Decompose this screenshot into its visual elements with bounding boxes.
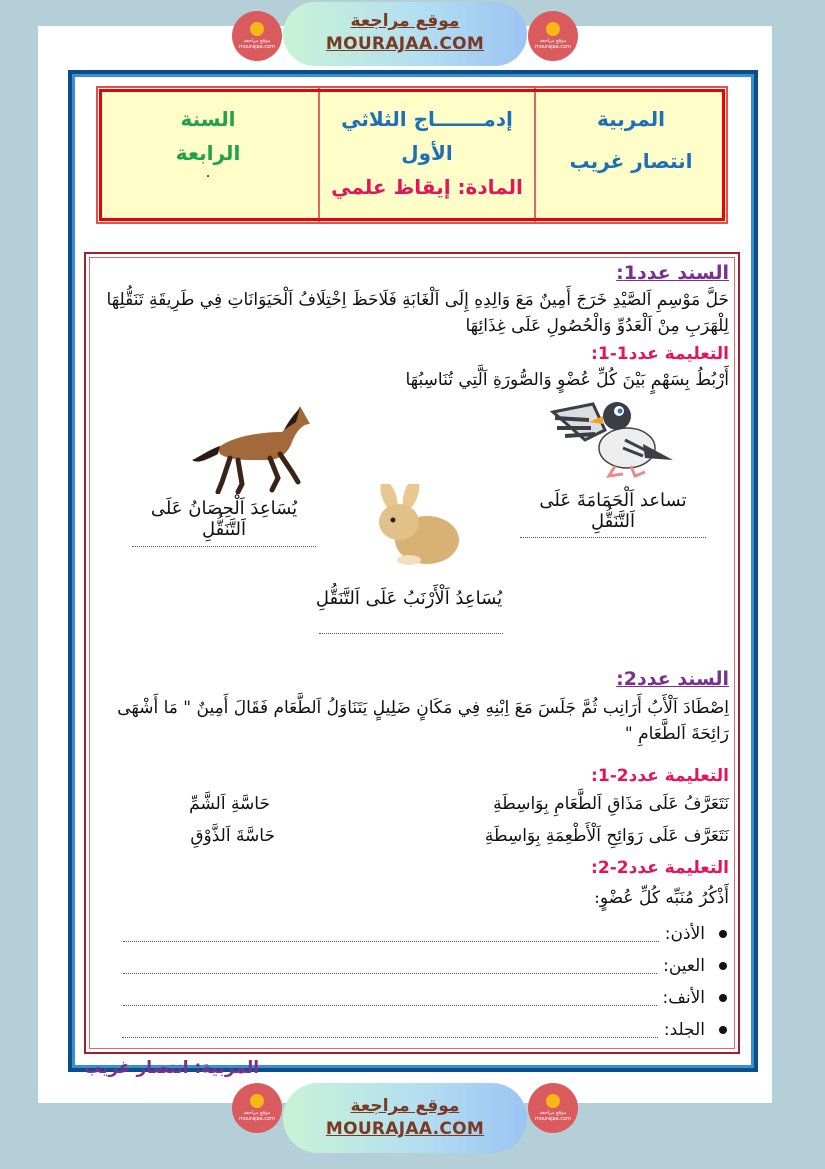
grade-label: السنة — [180, 107, 236, 131]
grade-cell: السنة الرابعة . — [98, 88, 318, 222]
bullet-icon — [719, 1026, 727, 1034]
organ-row-ear — [123, 922, 727, 946]
exam-term: الأول — [401, 141, 453, 165]
grade-value: الرابعة — [175, 141, 241, 165]
teacher-cell — [536, 88, 726, 222]
answer-line[interactable] — [123, 991, 657, 1006]
horse-answer-line[interactable] — [132, 546, 316, 547]
instruction-2-1-title: التعليمة عدد2-1: — [591, 766, 729, 786]
instruction-1-1-title: التعليمة عدد1-1: — [591, 344, 729, 364]
answer-line[interactable] — [123, 927, 659, 942]
teacher-label: المربية — [596, 107, 666, 131]
section2-title: السند عدد2: — [616, 668, 729, 690]
site-logo-bottom-right[interactable]: موقع مراجعة mourajaa.com — [528, 1083, 578, 1133]
site-badge-bottom[interactable]: موقع مراجعة MOURAJAA.COM — [283, 1083, 527, 1153]
rabbit-answer-line[interactable] — [319, 633, 503, 634]
title-cell — [318, 88, 536, 222]
organ-label: الأنف: — [662, 988, 705, 1008]
answer-line[interactable] — [123, 959, 657, 974]
instruction-2-2-text: أَذْكُرُ مُنَبِّه كُلِّ عُضْوٍ: — [594, 888, 729, 908]
match-right-1: حَاسَّةِ اَلشَّمِّ — [189, 794, 270, 814]
subject-label: المادة: — [457, 175, 523, 199]
bullet-icon — [719, 962, 727, 970]
header-table — [96, 86, 728, 224]
section1-text-line2: لِلْهَرَبِ مِنْ اَلْعَدُوِّ وَالْحُصُولِ عَلَى غِذَائِهَا — [465, 316, 729, 336]
section1-title: السند عدد1: — [616, 262, 729, 284]
rabbit-image — [367, 484, 461, 568]
pigeon-caption: تساعد اَلْحَمَامَةَ عَلَى اَلتَّنَقُّلِ — [539, 490, 687, 532]
section1-text-line1: حَلَّ مَوْسِمِ اَلصَّيْدِ خَرَجَ أَمِينٌ مَعَ وَالِدِهِ إِلَى اَلْغَابَةِ فَلَاحَظَ اِخْتِلَافُ اَلْحَيَوَانَاتِ فِي طَرِيقَةِ تَنَقُّلِهَا — [106, 290, 729, 310]
book-icon — [250, 1094, 264, 1108]
match-left-1: نَتَعَرَّفُ عَلَى مَذَاقِ اَلطَّعَامِ بِوَاسِطَةِ — [493, 794, 729, 814]
horse-caption: يُسَاعِدَ اَلْحِصَانُ عَلَى اَلتَّنَقُّلِ — [150, 498, 298, 540]
bullet-icon — [719, 994, 727, 1002]
teacher-name: انتصار غريب — [569, 149, 693, 173]
subject-name: إيقاظ علمي — [331, 175, 451, 199]
site-logo-left[interactable]: موقع مراجعة mourajaa.com — [232, 11, 282, 61]
organ-label: الجلد: — [663, 1020, 705, 1040]
footer-teacher: المربية: انتصار غريب — [84, 1058, 260, 1078]
book-icon — [546, 22, 560, 36]
answer-line[interactable] — [122, 1023, 658, 1038]
section2-text-line1: اِصْطَادَ اَلْأَبُ أَرَانِب ثُمَّ جَلَسَ مَعَ اِبْنِهِ فِي مَكَانٍ ضَلِيلٍ يَتَنَاوَلُ اَلطَّعَام فَقَالَ أَمِينٌ " مَا أَشْهَى — [117, 698, 729, 718]
site-logo-bottom-left[interactable]: موقع مراجعة mourajaa.com — [232, 1083, 282, 1133]
pigeon-image — [545, 398, 677, 478]
organ-label: الأذن: — [664, 924, 705, 944]
section2-text-line2: رَائِحَةَ اَلطَّعَامِ " — [624, 724, 729, 744]
organ-row-skin — [122, 1018, 727, 1042]
pigeon-answer-line[interactable] — [520, 537, 706, 538]
exam-title: إدمـــــــاج الثلاثي — [341, 107, 513, 131]
horse-image — [192, 402, 316, 494]
instruction-2-2-title: التعليمة عدد2-2: — [591, 858, 729, 878]
instruction-1-1-text: أَرْبُطُ بِسَهْمٍ بَيْنَ كُلِّ عُضْوٍ وَالصُّورَةِ اَلَّتِي تُنَاسِبُهَا — [405, 370, 729, 390]
organ-row-eye — [123, 954, 727, 978]
match-left-2: نَتَعَرَّف عَلَى رَوَائِحِ اَلْأَطْعِمَةِ بِوَاسِطَةِ — [484, 826, 729, 846]
organ-label: العين: — [663, 956, 705, 976]
site-logo-right[interactable]: موقع مراجعة mourajaa.com — [528, 11, 578, 61]
site-badge-top[interactable]: موقع مراجعة MOURAJAA.COM — [283, 2, 527, 66]
bullet-icon — [719, 930, 727, 938]
rabbit-caption: يُسَاعِدُ اَلْأَرْنَبُ عَلَى اَلتَّنَقُّلِ — [315, 588, 503, 609]
organ-row-nose — [123, 986, 727, 1010]
match-right-2: حَاسَّةَ اَلذَّوْقِ — [190, 826, 275, 846]
book-icon — [250, 22, 264, 36]
book-icon — [546, 1094, 560, 1108]
